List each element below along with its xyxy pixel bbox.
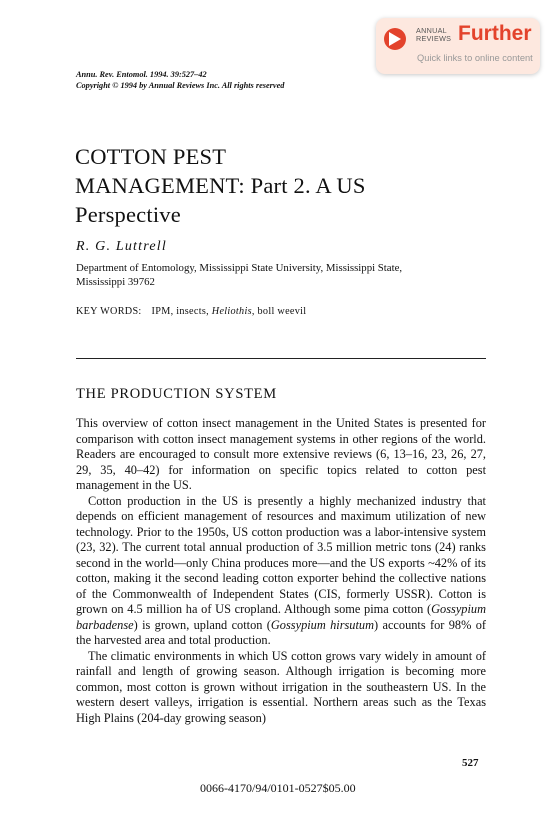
title-line3: Perspective (75, 202, 181, 227)
author-affiliation (76, 261, 486, 289)
keyword-italic: Heliothis (211, 306, 252, 317)
keyword-text-end: , boll weevil (251, 306, 307, 317)
paragraph-2-text-c: ) accounts for 98% of the harvested area and total production. (76, 617, 486, 647)
badge-publisher (416, 27, 456, 43)
badge-subtitle[interactable]: Quick links to online content (417, 53, 533, 63)
affiliation-line2: Mississippi 39762 (76, 276, 155, 288)
paragraph-2 (76, 494, 486, 649)
paragraph-3: The climatic environments in which US cotton grows vary widely in amount of rainfall and length of growing season. Although irrigation is becoming more common, most cotton is grown without irrigation in the southeastern US. In the western desert valleys, irrigation is essential. Northern areas such as the Texas High Plains (204-day growing season) (76, 648, 486, 725)
article-title (75, 142, 366, 229)
journal-citation (76, 69, 284, 91)
keyword-text: IPM, insects, (151, 306, 212, 317)
species-name-barbadense: Gossypium barbadense (76, 602, 486, 632)
section-heading: THE PRODUCTION SYSTEM (76, 386, 277, 402)
title-line1: COTTON PEST (75, 144, 227, 169)
citation-line1: Annu. Rev. Entomol. 1994. 39:527–42 (76, 70, 207, 79)
affiliation-line1: Department of Entomology, Mississippi State University, Mississippi State, (76, 262, 403, 274)
further-badge[interactable] (376, 18, 540, 74)
badge-publisher-line1: ANNUAL (416, 26, 447, 35)
page-number: 527 (462, 757, 479, 769)
paragraph-2-text-a: Cotton production in the US is presently a highly mechanized industry that depends on efficient management of resources and maximum utilization of new technology. Prior to the 1950s, US cotton production was a labor-intensive system (23, 32). The current total annual production of 3.5 million metric tons (24) ranks second in the world—only China produces more—and the US exports ~42% of its cotton, making it the second leading cotton exporter behind the collective nations of the Commonwealth of Independent States (CIS, formerly USSR). Cotton is grown on 4.5 million ha of US cropland. Although some pima cotton ( (76, 493, 486, 616)
author-name: R. G. Luttrell (76, 239, 167, 254)
annual-reviews-play-icon (384, 28, 406, 50)
paragraph-2-text-b: ) is grown, upland cotton ( (133, 617, 271, 632)
species-name-hirsutum: Gossypium hirsutum (270, 617, 374, 632)
title-line2: MANAGEMENT: Part 2. A US (75, 173, 366, 198)
citation-line2: Copyright © 1994 by Annual Reviews Inc. All rights reserved (76, 81, 285, 90)
body-text (76, 416, 486, 726)
badge-title[interactable]: Further (458, 22, 532, 45)
badge-publisher-line2: REVIEWS (416, 34, 452, 43)
paragraph-1: This overview of cotton insect management in the United States is presented for comparison with cotton insect management systems in other regions of the world. Readers are encouraged to consult more extensive reviews (6, 13–16, 23, 26, 27, 29, 35, 40–42) for information on specific topics related to cotton pest management in the US. (76, 416, 486, 492)
keywords-label: KEY WORDS: (76, 306, 142, 317)
article-code: 0066-4170/94/0101-0527$05.00 (200, 781, 356, 795)
keywords (76, 306, 306, 317)
section-divider (76, 358, 486, 359)
